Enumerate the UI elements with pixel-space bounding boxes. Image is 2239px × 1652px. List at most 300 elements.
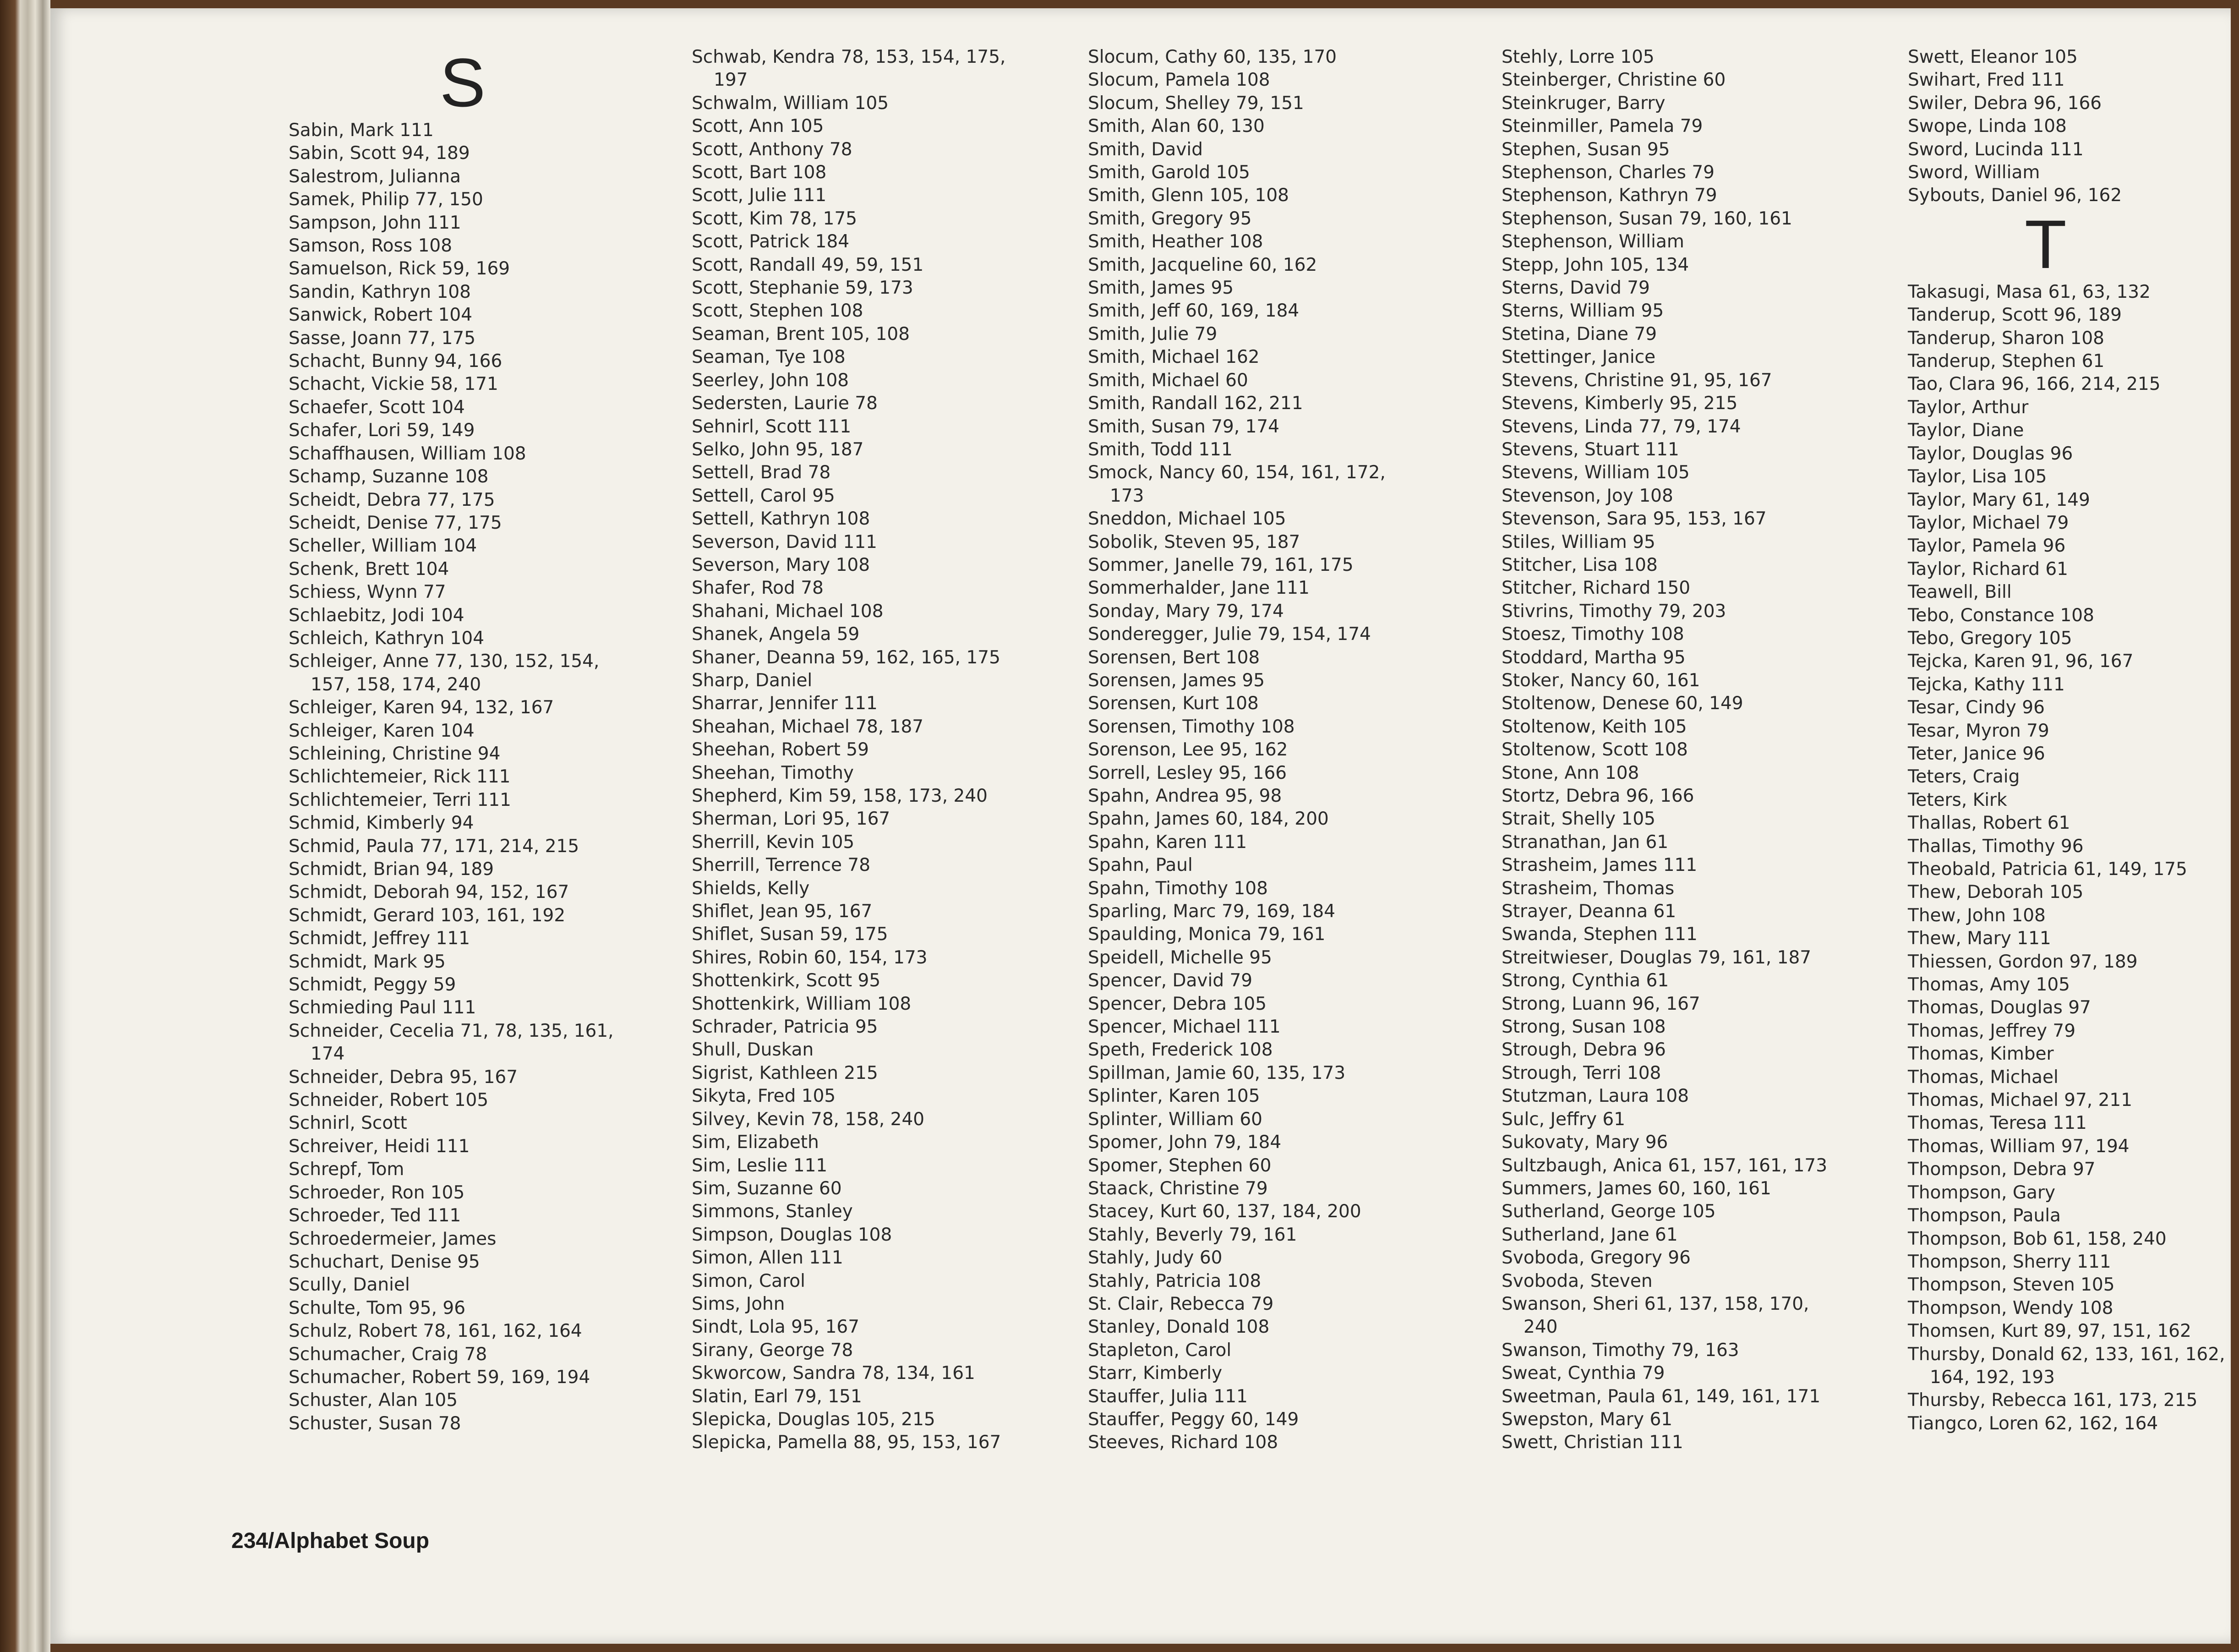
index-entry: Schuchart, Denise 95 [289, 1251, 480, 1272]
index-entry: Scheidt, Denise 77, 175 [289, 512, 502, 533]
index-entry: Sampson, John 111 [289, 212, 461, 233]
index-entry: Thursby, Donald 62, 133, 161, 162, [1908, 1344, 2225, 1365]
index-entry: Sommer, Janelle 79, 161, 175 [1088, 554, 1354, 575]
column-5-entries-s [1908, 46, 2225, 208]
index-entry: Thew, John 108 [1908, 905, 2046, 926]
index-entry: Summers, James 60, 160, 161 [1502, 1178, 1771, 1199]
index-entry: Smith, Jacqueline 60, 162 [1088, 254, 1317, 275]
index-entry: Schmidt, Jeffrey 111 [289, 928, 470, 949]
index-entry: Sheahan, Michael 78, 187 [692, 716, 924, 737]
index-entry: Swanda, Stephen 111 [1502, 924, 1698, 945]
index-entry: Thomsen, Kurt 89, 97, 151, 162 [1908, 1321, 2191, 1342]
page-folio: 234/Alphabet Soup [231, 1529, 430, 1553]
index-column-5 [1908, 46, 2225, 1435]
index-entry: Schmidt, Deborah 94, 152, 167 [289, 882, 569, 903]
index-entry: Shiflet, Jean 95, 167 [692, 901, 873, 922]
index-entry: Strong, Cynthia 61 [1502, 970, 1669, 991]
index-column-4 [1502, 46, 1827, 1455]
index-entry: Smith, Alan 60, 130 [1088, 116, 1265, 137]
index-entry: Sherrill, Terrence 78 [692, 855, 871, 876]
index-entry: Tanderup, Scott 96, 189 [1908, 305, 2122, 326]
index-entry: Smith, Todd 111 [1088, 439, 1233, 460]
index-column-2 [692, 46, 1005, 1455]
index-entry: Schulte, Tom 95, 96 [289, 1297, 466, 1318]
index-entry: Spahn, Timothy 108 [1088, 878, 1268, 899]
index-entry: Sutherland, George 105 [1502, 1201, 1716, 1222]
index-entry: Taylor, Douglas 96 [1908, 443, 2073, 464]
index-entry: Tao, Clara 96, 166, 214, 215 [1908, 374, 2161, 395]
index-entry: Thomas, William 97, 194 [1908, 1136, 2130, 1157]
index-entry: Seerley, John 108 [692, 370, 849, 391]
index-entry: Sikyta, Fred 105 [692, 1086, 836, 1107]
index-entry: Sabin, Mark 111 [289, 120, 434, 141]
index-entry: Tanderup, Sharon 108 [1908, 328, 2104, 349]
index-entry: 240 [1524, 1317, 1558, 1338]
index-entry: Sehnirl, Scott 111 [692, 416, 852, 437]
index-entry: Stevenson, Sara 95, 153, 167 [1502, 509, 1767, 530]
index-entry: Schmidt, Gerard 103, 161, 192 [289, 905, 566, 926]
index-entry: Splinter, William 60 [1088, 1109, 1262, 1130]
index-entry: Sweetman, Paula 61, 149, 161, 171 [1502, 1386, 1821, 1407]
index-entry: Schmieding Paul 111 [289, 997, 476, 1018]
index-entry: Swepston, Mary 61 [1502, 1409, 1673, 1430]
index-entry: Speidell, Michelle 95 [1088, 947, 1272, 968]
index-entry: Shanek, Angela 59 [692, 624, 860, 645]
index-entry: Simon, Carol [692, 1270, 805, 1291]
index-entry: Schrepf, Tom [289, 1159, 404, 1180]
index-entry: Swett, Christian 111 [1502, 1432, 1683, 1453]
index-entry: Shields, Kelly [692, 878, 810, 899]
index-entry: Smith, Michael 162 [1088, 347, 1260, 368]
index-entry: Stevens, Stuart 111 [1502, 439, 1679, 460]
index-entry: Sneddon, Michael 105 [1088, 509, 1286, 530]
index-entry: Shottenkirk, Scott 95 [692, 970, 881, 991]
index-entry: Stahly, Judy 60 [1088, 1247, 1223, 1269]
index-entry: Scott, Bart 108 [692, 162, 827, 183]
index-entry: Sasse, Joann 77, 175 [289, 328, 476, 349]
index-entry: Steeves, Richard 108 [1088, 1432, 1278, 1453]
index-entry: 197 [714, 70, 748, 91]
index-entry: Schleiger, Karen 94, 132, 167 [289, 697, 554, 718]
index-entry: Stacey, Kurt 60, 137, 184, 200 [1088, 1201, 1361, 1222]
index-entry: Taylor, Michael 79 [1908, 512, 2069, 533]
index-entry: Thew, Deborah 105 [1908, 882, 2084, 903]
index-entry: Shull, Duskan [692, 1039, 814, 1061]
index-entry: Sultzbaugh, Anica 61, 157, 161, 173 [1502, 1155, 1828, 1176]
index-entry: Skworcow, Sandra 78, 134, 161 [692, 1363, 975, 1384]
index-entry: Scott, Randall 49, 59, 151 [692, 254, 924, 275]
index-entry: Swiler, Debra 96, 166 [1908, 93, 2102, 114]
index-entry: Sharp, Daniel [692, 670, 813, 691]
index-entry: Schacht, Bunny 94, 166 [289, 351, 502, 372]
index-entry: Sword, Lucinda 111 [1908, 139, 2084, 160]
index-entry: Sabin, Scott 94, 189 [289, 143, 470, 164]
index-entry: Schreiver, Heidi 111 [289, 1136, 470, 1157]
index-entry: Svoboda, Steven [1502, 1270, 1653, 1291]
index-entry: Sim, Leslie 111 [692, 1155, 828, 1176]
index-entry: Strait, Shelly 105 [1502, 809, 1655, 830]
index-entry: Stutzman, Laura 108 [1502, 1086, 1689, 1107]
index-entry: Sparling, Marc 79, 169, 184 [1088, 901, 1336, 922]
index-entry: Stivrins, Timothy 79, 203 [1502, 601, 1726, 622]
index-entry: Thomas, Teresa 111 [1908, 1113, 2087, 1134]
index-entry: Sherman, Lori 95, 167 [692, 809, 890, 830]
index-entry: Slepicka, Douglas 105, 215 [692, 1409, 935, 1430]
index-entry: Taylor, Richard 61 [1908, 558, 2068, 580]
index-entry: Stevenson, Joy 108 [1502, 485, 1673, 506]
index-entry: Sobolik, Steven 95, 187 [1088, 531, 1300, 552]
index-entry: Spillman, Jamie 60, 135, 173 [1088, 1062, 1346, 1083]
index-entry: Scully, Daniel [289, 1275, 410, 1296]
index-entry: Sterns, David 79 [1502, 278, 1650, 299]
index-entry: Shafer, Rod 78 [692, 578, 824, 599]
index-entry: Schmid, Kimberly 94 [289, 813, 474, 834]
index-entry: Sulc, Jeffry 61 [1502, 1109, 1626, 1130]
index-entry: Strong, Susan 108 [1502, 1017, 1666, 1038]
index-entry: Stevens, William 105 [1502, 462, 1690, 483]
index-entry: Steinkruger, Barry [1502, 93, 1666, 114]
index-entry: Thallas, Robert 61 [1908, 813, 2070, 834]
index-entry: Thomas, Amy 105 [1908, 974, 2070, 996]
index-entry: Slepicka, Pamella 88, 95, 153, 167 [692, 1432, 1001, 1453]
index-entry: Strasheim, James 111 [1502, 855, 1698, 876]
index-entry: Taylor, Mary 61, 149 [1908, 489, 2090, 510]
index-entry: Sorensen, James 95 [1088, 670, 1265, 691]
index-entry: Stoltenow, Keith 105 [1502, 716, 1687, 737]
index-entry: Smith, James 95 [1088, 278, 1234, 299]
index-entry: Shottenkirk, William 108 [692, 993, 912, 1014]
index-entry: Thompson, Debra 97 [1908, 1159, 2096, 1180]
index-entry: Stauffer, Julia 111 [1088, 1386, 1248, 1407]
index-entry: Thompson, Wendy 108 [1908, 1297, 2113, 1318]
index-entry: Smith, Heather 108 [1088, 231, 1263, 252]
index-entry: Simmons, Stanley [692, 1201, 853, 1222]
index-entry: Stahly, Beverly 79, 161 [1088, 1224, 1297, 1245]
index-entry: Stapleton, Carol [1088, 1340, 1232, 1361]
index-entry: Takasugi, Masa 61, 63, 132 [1908, 281, 2151, 302]
index-entry: Schlichtemeier, Rick 111 [289, 766, 511, 788]
index-entry: Samuelson, Rick 59, 169 [289, 258, 510, 279]
index-entry: Schmidt, Mark 95 [289, 951, 446, 972]
book-spine-edge [0, 0, 50, 1652]
index-entry: Sharrar, Jennifer 111 [692, 693, 878, 714]
index-entry: Steinmiller, Pamela 79 [1502, 116, 1703, 137]
column-2-entries [692, 46, 1005, 1455]
index-entry: Schafer, Lori 59, 149 [289, 420, 475, 441]
index-entry: Smock, Nancy 60, 154, 161, 172, [1088, 462, 1386, 483]
index-entry: Staack, Christine 79 [1088, 1178, 1268, 1199]
index-entry: Spaulding, Monica 79, 161 [1088, 924, 1326, 945]
index-entry: Scott, Patrick 184 [692, 231, 850, 252]
index-entry: Schlichtemeier, Terri 111 [289, 789, 511, 810]
index-entry: Stephenson, William [1502, 231, 1684, 252]
index-entry: Stephen, Susan 95 [1502, 139, 1670, 160]
index-entry: Stoker, Nancy 60, 161 [1502, 670, 1700, 691]
index-entry: Stranathan, Jan 61 [1502, 831, 1669, 853]
index-entry: Schumacher, Robert 59, 169, 194 [289, 1367, 590, 1388]
index-entry: Splinter, Karen 105 [1088, 1086, 1260, 1107]
index-entry: Spahn, Andrea 95, 98 [1088, 786, 1282, 806]
index-entry: Stoesz, Timothy 108 [1502, 624, 1684, 645]
index-entry: Stoltenow, Denese 60, 149 [1502, 693, 1743, 714]
column-1-entries [289, 119, 614, 1435]
index-entry: 173 [1110, 485, 1144, 506]
index-page [50, 8, 2231, 1644]
index-entry: Schuster, Alan 105 [289, 1390, 458, 1411]
index-entry: Smith, Susan 79, 174 [1088, 416, 1280, 437]
index-entry: Schleiger, Karen 104 [289, 720, 475, 741]
index-entry: Stortz, Debra 96, 166 [1502, 786, 1694, 806]
index-entry: Sanwick, Robert 104 [289, 305, 473, 326]
index-entry: Slocum, Cathy 60, 135, 170 [1088, 47, 1337, 67]
index-entry: Schroedermeier, James [289, 1228, 497, 1249]
index-entry: Shahani, Michael 108 [692, 601, 884, 622]
index-entry: Smith, David [1088, 139, 1203, 160]
index-entry: Shaner, Deanna 59, 162, 165, 175 [692, 647, 1000, 668]
index-entry: Stoddard, Martha 95 [1502, 647, 1686, 668]
index-entry: Schneider, Robert 105 [289, 1090, 489, 1111]
index-entry: Thompson, Gary [1908, 1182, 2056, 1203]
index-entry: Taylor, Lisa 105 [1908, 466, 2047, 487]
index-entry: Thomas, Michael 97, 211 [1908, 1090, 2133, 1111]
index-entry: Sterns, William 95 [1502, 301, 1664, 322]
index-entry: Scheidt, Debra 77, 175 [289, 489, 495, 510]
index-entry: Streitwieser, Douglas 79, 161, 187 [1502, 947, 1812, 968]
index-entry: Steinberger, Christine 60 [1502, 70, 1726, 91]
index-entry: Sommerhalder, Jane 111 [1088, 578, 1310, 599]
index-entry: Severson, Mary 108 [692, 554, 870, 575]
index-entry: Slocum, Pamela 108 [1088, 70, 1270, 91]
index-entry: Settell, Carol 95 [692, 485, 835, 506]
index-entry: Stoltenow, Scott 108 [1502, 739, 1688, 760]
index-entry: Sim, Elizabeth [692, 1132, 819, 1153]
index-entry: Schulz, Robert 78, 161, 162, 164 [289, 1321, 582, 1342]
index-entry: Schrader, Patricia 95 [692, 1017, 878, 1038]
index-entry: Stehly, Lorre 105 [1502, 47, 1655, 67]
index-entry: Teters, Craig [1908, 766, 2020, 788]
index-entry: Taylor, Arthur [1908, 397, 2029, 418]
index-entry: Sorrell, Lesley 95, 166 [1088, 762, 1287, 783]
index-entry: Scott, Stephen 108 [692, 301, 863, 322]
index-entry: Thallas, Timothy 96 [1908, 836, 2084, 857]
index-entry: Settell, Kathryn 108 [692, 509, 870, 530]
index-entry: Sukovaty, Mary 96 [1502, 1132, 1668, 1153]
index-entry: Strough, Terri 108 [1502, 1062, 1661, 1083]
index-entry: Settell, Brad 78 [692, 462, 831, 483]
index-entry: Sweat, Cynthia 79 [1502, 1363, 1665, 1384]
index-entry: 157, 158, 174, 240 [311, 674, 481, 695]
index-entry: Thompson, Bob 61, 158, 240 [1908, 1228, 2167, 1249]
index-entry: Smith, Randall 162, 211 [1088, 393, 1303, 414]
index-entry: Swanson, Timothy 79, 163 [1502, 1340, 1739, 1361]
index-entry: Teawell, Bill [1908, 582, 2012, 603]
index-entry: Sheehan, Timothy [692, 762, 854, 783]
index-entry: Sorensen, Timothy 108 [1088, 716, 1295, 737]
column-5-entries-t [1908, 281, 2225, 1435]
column-3-entries [1088, 46, 1386, 1455]
index-entry: Thew, Mary 111 [1908, 928, 2051, 949]
index-entry: Tanderup, Stephen 61 [1908, 351, 2105, 372]
index-entry: Teter, Janice 96 [1908, 743, 2045, 764]
index-entry: Swihart, Fred 111 [1908, 70, 2065, 91]
index-entry: Thursby, Rebecca 161, 173, 215 [1908, 1390, 2198, 1411]
index-entry: Smith, Glenn 105, 108 [1088, 185, 1289, 206]
index-entry: Sutherland, Jane 61 [1502, 1224, 1678, 1245]
index-entry: Schuster, Susan 78 [289, 1413, 461, 1434]
index-entry: Stone, Ann 108 [1502, 762, 1639, 783]
index-entry: Tesar, Cindy 96 [1908, 697, 2045, 718]
index-entry: 174 [311, 1044, 345, 1065]
index-entry: Stephenson, Kathryn 79 [1502, 185, 1717, 206]
index-column-3 [1088, 46, 1386, 1455]
index-entry: Tiangco, Loren 62, 162, 164 [1908, 1413, 2158, 1434]
index-entry: Schleiger, Anne 77, 130, 152, 154, [289, 651, 600, 672]
index-entry: Schmidt, Peggy 59 [289, 974, 456, 996]
index-entry: Scott, Stephanie 59, 173 [692, 278, 913, 299]
index-entry: Schaffhausen, William 108 [289, 443, 526, 464]
index-entry: Smith, Michael 60 [1088, 370, 1248, 391]
index-entry: Stitcher, Richard 150 [1502, 578, 1691, 599]
index-entry: Sorenson, Lee 95, 162 [1088, 739, 1288, 760]
index-entry: Simon, Allen 111 [692, 1247, 843, 1269]
index-entry: Schacht, Vickie 58, 171 [289, 374, 498, 395]
index-entry: Schamp, Suzanne 108 [289, 466, 489, 487]
index-entry: Seaman, Brent 105, 108 [692, 323, 910, 345]
index-entry: Schnirl, Scott [289, 1113, 407, 1134]
index-entry: St. Clair, Rebecca 79 [1088, 1293, 1274, 1314]
index-entry: Shepherd, Kim 59, 158, 173, 240 [692, 786, 988, 806]
index-entry: Teters, Kirk [1908, 789, 2007, 810]
index-entry: Schaefer, Scott 104 [289, 397, 465, 418]
index-entry: Schwalm, William 105 [692, 93, 889, 114]
index-entry: Sorensen, Kurt 108 [1088, 693, 1259, 714]
index-entry: Schmid, Paula 77, 171, 214, 215 [289, 836, 579, 857]
index-entry: Stetina, Diane 79 [1502, 323, 1657, 345]
index-entry: Tesar, Myron 79 [1908, 720, 2049, 741]
index-entry: Sonderegger, Julie 79, 154, 174 [1088, 624, 1371, 645]
index-entry: Samek, Philip 77, 150 [289, 189, 483, 210]
index-entry: Sherrill, Kevin 105 [692, 831, 855, 853]
index-entry: Sigrist, Kathleen 215 [692, 1062, 878, 1083]
index-column-1 [289, 46, 614, 1435]
index-entry: Schiess, Wynn 77 [289, 582, 446, 603]
index-entry: Sword, William [1908, 162, 2040, 183]
index-entry: Stiles, William 95 [1502, 531, 1655, 552]
index-entry: Spencer, Debra 105 [1088, 993, 1267, 1014]
index-entry: Slatin, Earl 79, 151 [692, 1386, 862, 1407]
index-entry: Stepp, John 105, 134 [1502, 254, 1689, 275]
index-entry: Smith, Gregory 95 [1088, 208, 1252, 229]
index-entry: Tebo, Gregory 105 [1908, 628, 2072, 649]
index-entry: Thomas, Kimber [1908, 1044, 2054, 1065]
index-entry: Scheller, William 104 [289, 536, 477, 557]
index-entry: Spencer, Michael 111 [1088, 1017, 1281, 1038]
index-entry: Thiessen, Gordon 97, 189 [1908, 951, 2138, 972]
section-letter-s: S [440, 44, 486, 121]
index-entry: Theobald, Patricia 61, 149, 175 [1908, 859, 2187, 880]
index-entry: Sandin, Kathryn 108 [289, 281, 471, 302]
index-entry: Slocum, Shelley 79, 151 [1088, 93, 1304, 114]
index-entry: Thompson, Paula [1908, 1205, 2061, 1226]
index-entry: Scott, Anthony 78 [692, 139, 852, 160]
index-entry: Stevens, Linda 77, 79, 174 [1502, 416, 1741, 437]
index-entry: Schroeder, Ron 105 [289, 1182, 465, 1203]
index-entry: Swett, Eleanor 105 [1908, 47, 2078, 67]
index-entry: Schroeder, Ted 111 [289, 1205, 461, 1226]
index-entry: Selko, John 95, 187 [692, 439, 864, 460]
index-entry: Sims, John [692, 1293, 785, 1314]
index-entry: Taylor, Diane [1908, 420, 2024, 441]
index-entry: Strough, Debra 96 [1502, 1039, 1666, 1061]
index-entry: Sim, Suzanne 60 [692, 1178, 842, 1199]
index-entry: Schlaebitz, Jodi 104 [289, 605, 464, 626]
index-entry: Swanson, Sheri 61, 137, 158, 170, [1502, 1293, 1809, 1314]
index-entry: Smith, Garold 105 [1088, 162, 1250, 183]
index-entry: Spahn, James 60, 184, 200 [1088, 809, 1329, 830]
index-entry: Samson, Ross 108 [289, 235, 453, 257]
index-entry: Sonday, Mary 79, 174 [1088, 601, 1284, 622]
index-entry: Spencer, David 79 [1088, 970, 1253, 991]
index-entry: Seaman, Tye 108 [692, 347, 846, 368]
index-entry: Strayer, Deanna 61 [1502, 901, 1677, 922]
index-entry: Sorensen, Bert 108 [1088, 647, 1260, 668]
index-entry: Swope, Linda 108 [1908, 116, 2067, 137]
index-entry: Stauffer, Peggy 60, 149 [1088, 1409, 1299, 1430]
index-entry: Severson, David 111 [692, 531, 877, 552]
index-entry: Schmidt, Brian 94, 189 [289, 859, 494, 880]
index-entry: Stevens, Kimberly 95, 215 [1502, 393, 1738, 414]
index-entry: Stitcher, Lisa 108 [1502, 554, 1658, 575]
index-entry: Starr, Kimberly [1088, 1363, 1223, 1384]
index-entry: Tebo, Constance 108 [1908, 605, 2094, 626]
index-entry: Stettinger, Janice [1502, 347, 1656, 368]
index-entry: Taylor, Pamela 96 [1908, 536, 2066, 557]
index-entry: Sirany, George 78 [692, 1340, 853, 1361]
index-entry: Shiflet, Susan 59, 175 [692, 924, 888, 945]
index-entry: Scott, Kim 78, 175 [692, 208, 857, 229]
column-4-entries [1502, 46, 1827, 1455]
index-entry: Tejcka, Kathy 111 [1908, 674, 2065, 695]
index-entry: Sedersten, Laurie 78 [692, 393, 878, 414]
index-entry: Thomas, Michael [1908, 1067, 2059, 1088]
index-entry: Stephenson, Susan 79, 160, 161 [1502, 208, 1792, 229]
index-entry: Smith, Julie 79 [1088, 323, 1218, 345]
index-entry: Spahn, Karen 111 [1088, 831, 1247, 853]
section-letter-t: T [2025, 205, 2067, 283]
index-entry: Silvey, Kevin 78, 158, 240 [692, 1109, 925, 1130]
index-entry: Schneider, Cecelia 71, 78, 135, 161, [289, 1020, 614, 1041]
index-entry: Schumacher, Craig 78 [289, 1344, 487, 1365]
index-entry: Sindt, Lola 95, 167 [692, 1317, 860, 1338]
index-entry: Thomas, Jeffrey 79 [1908, 1020, 2076, 1041]
index-entry: Schleich, Kathryn 104 [289, 628, 485, 649]
index-entry: Scott, Julie 111 [692, 185, 827, 206]
index-entry: Schleining, Christine 94 [289, 743, 501, 764]
index-entry: Tejcka, Karen 91, 96, 167 [1908, 651, 2134, 672]
index-entry: Thompson, Sherry 111 [1908, 1251, 2111, 1272]
index-entry: Schwab, Kendra 78, 153, 154, 175, [692, 47, 1006, 67]
index-entry: Scott, Ann 105 [692, 116, 824, 137]
index-entry: Stanley, Donald 108 [1088, 1317, 1270, 1338]
index-entry: Stahly, Patricia 108 [1088, 1270, 1261, 1291]
index-entry: Thompson, Steven 105 [1908, 1275, 2115, 1296]
index-entry: Salestrom, Julianna [289, 166, 461, 187]
index-entry: Simpson, Douglas 108 [692, 1224, 892, 1245]
index-entry: Schneider, Debra 95, 167 [289, 1067, 518, 1088]
index-entry: Strong, Luann 96, 167 [1502, 993, 1700, 1014]
index-entry: Speth, Frederick 108 [1088, 1039, 1273, 1061]
index-entry: 164, 192, 193 [1930, 1367, 2055, 1388]
